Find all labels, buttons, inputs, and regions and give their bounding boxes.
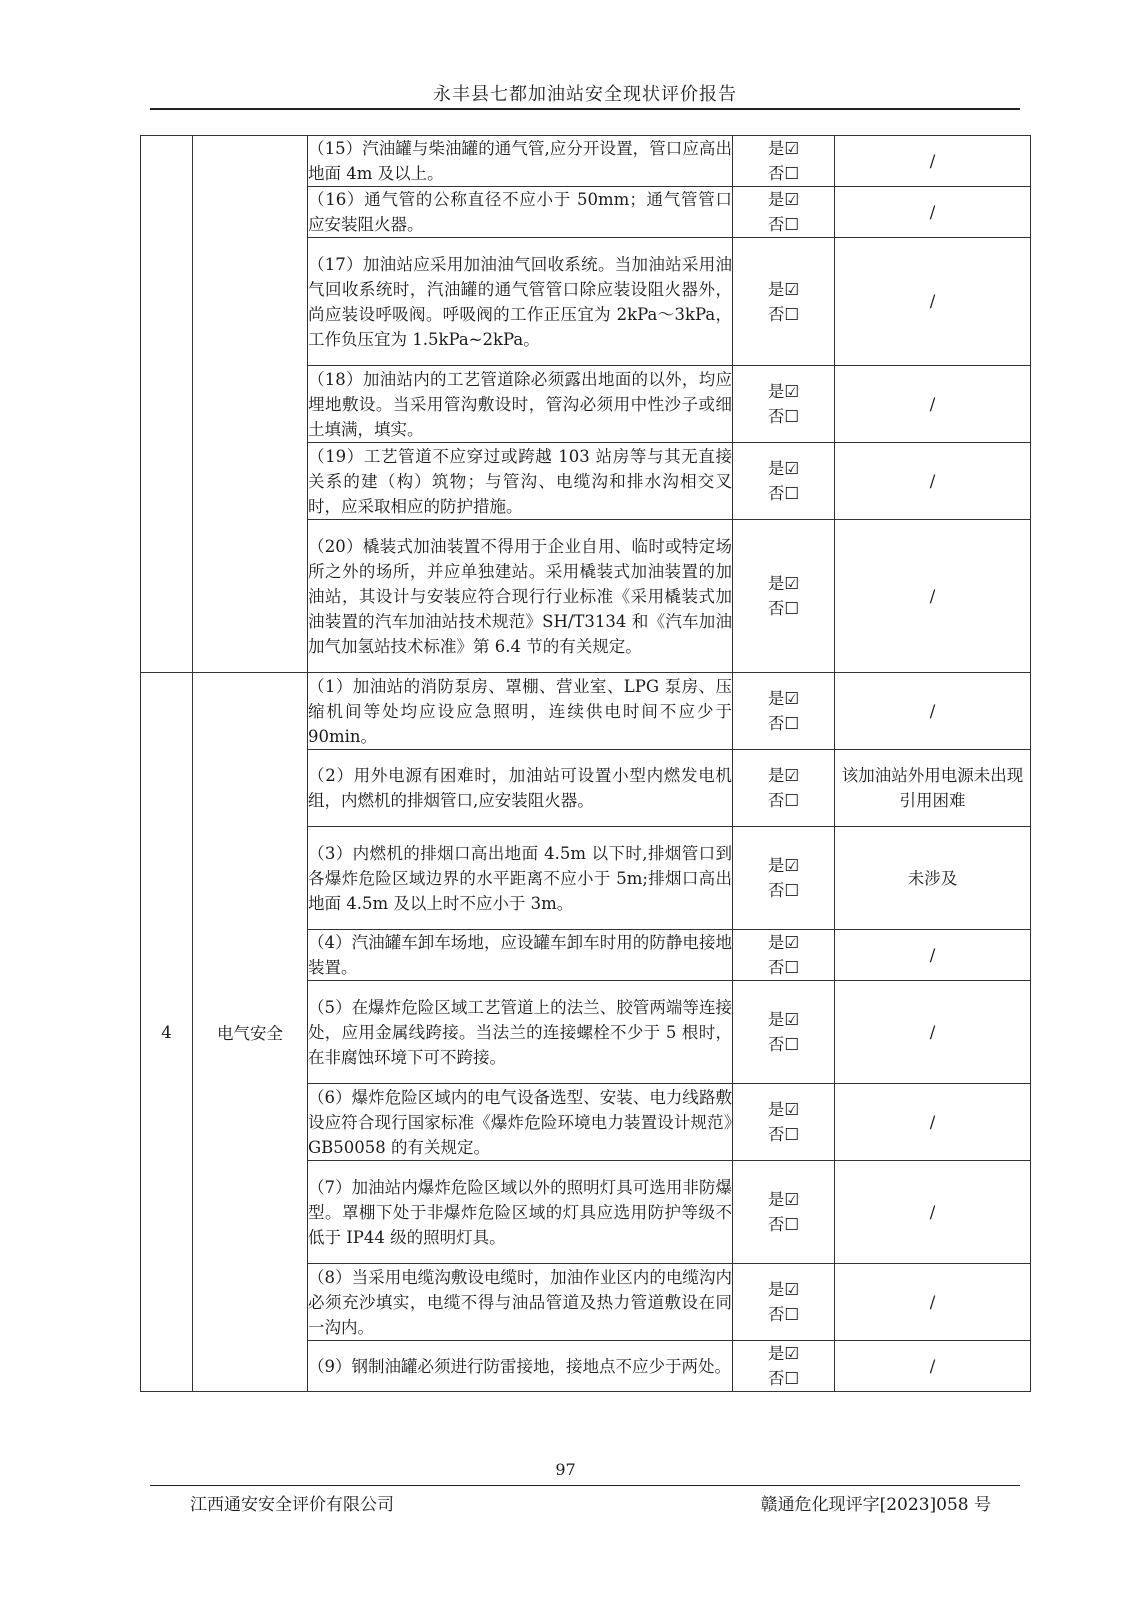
check-cell: [733, 187, 835, 238]
yes-checkbox: 是☑: [767, 1010, 800, 1029]
yes-checkbox: 是☑: [767, 459, 800, 478]
yes-checkbox: 是☑: [767, 382, 800, 401]
check-cell: [733, 1341, 835, 1392]
no-checkbox: 否☐: [767, 164, 800, 183]
check-cell: [733, 827, 835, 930]
criterion-text: （15）汽油罐与柴油罐的通气管,应分开设置，管口应高出地面 4m 及以上。: [308, 136, 733, 187]
criterion-text: （16）通气管的公称直径不应小于 50mm；通气管管口应安装阻火器。: [308, 187, 733, 238]
check-cell: [733, 750, 835, 827]
criterion-text: （2）用外电源有困难时，加油站可设置小型内燃发电机组，内燃机的排烟管口,应安装阻火器。: [308, 750, 733, 827]
yes-checkbox: 是☑: [767, 139, 800, 158]
remark-cell: /: [835, 1161, 1031, 1264]
no-checkbox: 否☐: [767, 1305, 800, 1324]
criterion-text: （17）加油站应采用加油油气回收系统。当加油站采用油气回收系统时，汽油罐的通气管管口除应装设阻火器外，尚应装设呼吸阀。呼吸阀的工作正压宜为 2kPa～3kPa，工作负压宜为 1.5kPa~2kPa。: [308, 238, 733, 366]
no-checkbox: 否☐: [767, 1125, 800, 1144]
section-item-cell: 电气安全: [193, 673, 308, 1392]
section-item-cell: [193, 136, 308, 673]
remark-cell: /: [835, 443, 1031, 520]
yes-checkbox: 是☑: [767, 933, 800, 952]
section-number-cell: [141, 136, 193, 673]
criterion-text: （9）钢制油罐必须进行防雷接地，接地点不应少于两处。: [308, 1341, 733, 1392]
header-rule: [150, 108, 1020, 110]
remark-cell: /: [835, 673, 1031, 750]
yes-checkbox: 是☑: [767, 766, 800, 785]
yes-checkbox: 是☑: [767, 1100, 800, 1119]
remark-cell: /: [835, 1084, 1031, 1161]
criterion-text: （5）在爆炸危险区域工艺管道上的法兰、胶管两端等连接处，应用金属线跨接。当法兰的连接螺栓不少于 5 根时，在非腐蚀环境下可不跨接。: [308, 981, 733, 1084]
page-number: 97: [555, 1460, 576, 1479]
yes-checkbox: 是☑: [767, 1344, 800, 1363]
no-checkbox: 否☐: [767, 407, 800, 426]
yes-checkbox: 是☑: [767, 1280, 800, 1299]
remark-cell: /: [835, 1264, 1031, 1341]
check-cell: [733, 1161, 835, 1264]
no-checkbox: 否☐: [767, 1215, 800, 1234]
remark-cell: /: [835, 520, 1031, 673]
remark-cell: 未涉及: [835, 827, 1031, 930]
yes-checkbox: 是☑: [767, 190, 800, 209]
yes-checkbox: 是☑: [767, 1190, 800, 1209]
no-checkbox: 否☐: [767, 215, 800, 234]
no-checkbox: 否☐: [767, 484, 800, 503]
yes-checkbox: 是☑: [767, 574, 800, 593]
section-number-cell: 4: [141, 673, 193, 1392]
remark-cell: /: [835, 366, 1031, 443]
criterion-text: （18）加油站内的工艺管道除必须露出地面的以外，均应埋地敷设。当采用管沟敷设时，管沟必须用中性沙子或细土填满，填实。: [308, 366, 733, 443]
yes-checkbox: 是☑: [767, 279, 800, 299]
criterion-text: （1）加油站的消防泵房、罩棚、营业室、LPG 泵房、压缩机间等处均应设应急照明，连续供电时间不应少于 90min。: [308, 673, 733, 750]
check-cell: [733, 981, 835, 1084]
check-cell: [733, 1264, 835, 1341]
evaluation-table: [140, 135, 1031, 1392]
criterion-text: （4）汽油罐车卸车场地，应设罐车卸车时用的防静电接地装置。: [308, 930, 733, 981]
no-checkbox: 否☐: [767, 881, 800, 900]
no-checkbox: 否☐: [767, 958, 800, 977]
no-checkbox: 否☐: [767, 304, 800, 324]
yes-checkbox: 是☑: [767, 856, 800, 875]
page-header-title: 永丰县七都加油站安全现状评价报告: [433, 84, 737, 105]
remark-cell: /: [835, 136, 1031, 187]
table-row: [141, 673, 1031, 750]
no-checkbox: 否☐: [767, 599, 800, 618]
no-checkbox: 否☐: [767, 1369, 800, 1388]
remark-cell: /: [835, 187, 1031, 238]
footer-rule: [150, 1485, 1020, 1486]
remark-cell: /: [835, 238, 1031, 366]
remark-cell: 该加油站外用电源未出现引用困难: [835, 750, 1031, 827]
criterion-text: （20）橇装式加油装置不得用于企业自用、临时或特定场所之外的场所，并应单独建站。采用橇装式加油装置的加油站，其设计与安装应符合现行行业标准《采用橇装式加油装置的汽车加油站技术规范》SH/T3134 和《汽车加油加气加氢站技术标准》第 6.4 节的有关规定。: [308, 520, 733, 673]
remark-cell: /: [835, 981, 1031, 1084]
check-cell: [733, 520, 835, 673]
criterion-text: （8）当采用电缆沟敷设电缆时，加油作业区内的电缆沟内必须充沙填实，电缆不得与油品管道及热力管道敷设在同一沟内。: [308, 1264, 733, 1341]
criterion-text: （3）内燃机的排烟口高出地面 4.5m 以下时,排烟管口到各爆炸危险区域边界的水平距离不应小于 5m;排烟口高出地面 4.5m 及以上时不应小于 3m。: [308, 827, 733, 930]
criterion-text: （19）工艺管道不应穿过或跨越 103 站房等与其无直接关系的建（构）筑物；与管沟、电缆沟和排水沟相交叉时，应采取相应的防护措施。: [308, 443, 733, 520]
table-row: [141, 136, 1031, 187]
remark-cell: /: [835, 1341, 1031, 1392]
check-cell: [733, 366, 835, 443]
yes-checkbox: 是☑: [767, 689, 800, 708]
remark-cell: /: [835, 930, 1031, 981]
check-cell: [733, 443, 835, 520]
evaluation-table-body: [141, 136, 1031, 1392]
no-checkbox: 否☐: [767, 1035, 800, 1054]
criterion-text: （6）爆炸危险区域内的电气设备选型、安装、电力线路敷设应符合现行国家标准《爆炸危险环境电力装置设计规范》GB50058 的有关规定。: [308, 1084, 733, 1161]
check-cell: [733, 136, 835, 187]
check-cell: [733, 238, 835, 366]
check-cell: [733, 930, 835, 981]
criterion-text: （7）加油站内爆炸危险区域以外的照明灯具可选用非防爆型。罩棚下处于非爆炸危险区域的灯具应选用防护等级不低于 IP44 级的照明灯具。: [308, 1161, 733, 1264]
check-cell: [733, 1084, 835, 1161]
no-checkbox: 否☐: [767, 714, 800, 733]
footer-company: 江西通安安全评价有限公司: [190, 1495, 394, 1515]
no-checkbox: 否☐: [767, 791, 800, 810]
check-cell: [733, 673, 835, 750]
footer-doc-number: 赣通危化现评字[2023]058 号: [760, 1495, 991, 1515]
